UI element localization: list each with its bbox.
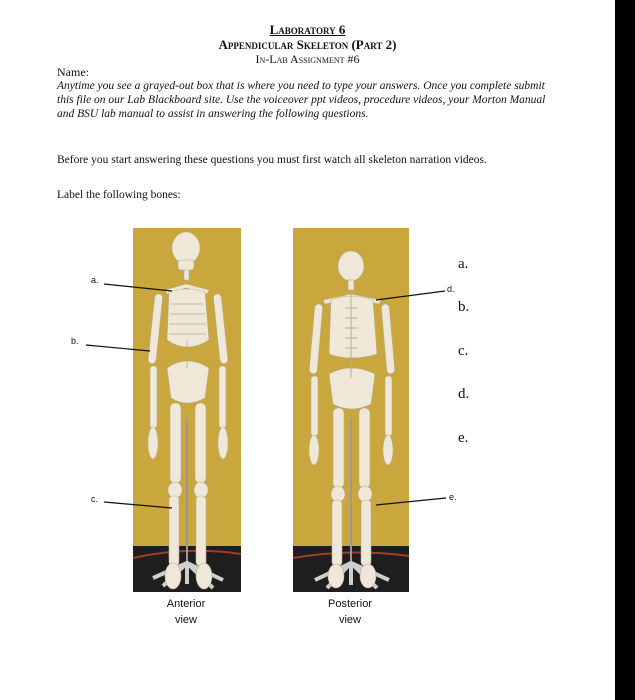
answer-b: b.	[458, 299, 470, 315]
posterior-caption	[310, 596, 390, 628]
posterior-skeleton-photo	[293, 228, 409, 592]
posterior-caption-line2: view	[338, 614, 361, 626]
label-b: b.	[71, 336, 79, 346]
assignment-number: In-Lab Assignment #6	[255, 52, 360, 66]
answer-a: a.	[458, 256, 469, 272]
anterior-caption-line1: Anterior	[166, 598, 206, 610]
label-prompt: Label the following bones:	[57, 189, 181, 201]
anterior-caption	[146, 596, 226, 628]
label-a: a.	[91, 275, 99, 285]
lab-subtitle: Appendicular Skeleton (Part 2)	[218, 37, 397, 52]
posterior-caption-line1: Posterior	[327, 598, 373, 610]
instructions-text: Anytime you see a grayed-out box that is where you need to type your answers. Once you complete submit this file on our Lab Blackboard site. Use the voiceover ppt videos, procedure videos, your Morton Manual and BSU lab manual to assist in answering the following questions.	[57, 80, 546, 120]
name-label: Name:	[57, 65, 89, 79]
before-note: Before you start answering these questions you must first watch all skeleton narration videos.	[57, 154, 487, 166]
answer-d: d.	[458, 386, 470, 402]
anterior-skeleton-photo	[133, 228, 241, 592]
label-e: e.	[449, 492, 457, 502]
answer-e: e.	[458, 430, 469, 446]
answer-c: c.	[458, 343, 469, 359]
page-edge-bar	[615, 0, 635, 700]
lab-title: Laboratory 6	[269, 22, 346, 37]
label-d: d.	[447, 284, 455, 294]
label-c: c.	[91, 494, 99, 504]
anterior-caption-line2: view	[174, 614, 197, 626]
